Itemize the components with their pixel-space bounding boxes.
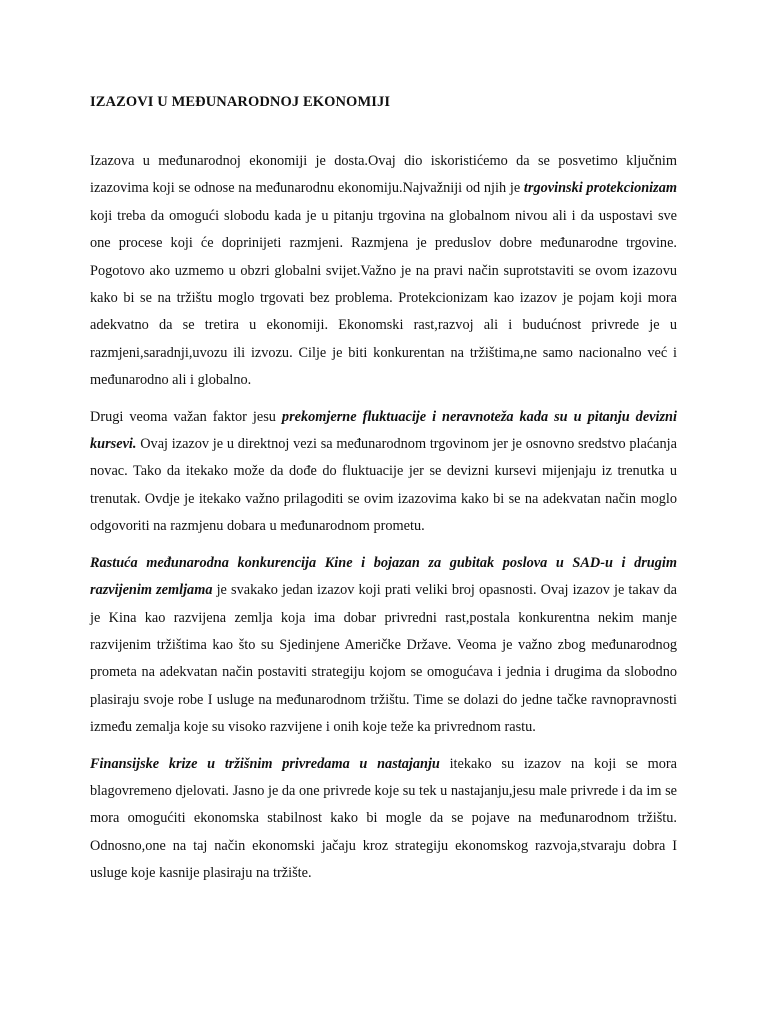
paragraph-text: Ovaj izazov je u direktnoj vezi sa međunarodnom trgovinom jer je osnovno sredstvo plaćanja novac. Tako da itekako može da dođe do fluktuacije jer se devizni kursevi mijenjaju iz trenutka u trenutak. Ovdje je itekako važno prilagoditi se ovim izazovima kako bi se na adekvatan način moglo odgovoriti na razmjenu dobara u međunarodnom prometu. xyxy=(90,436,677,535)
document-page xyxy=(90,92,677,888)
paragraph-text: Drugi veoma važan faktor jesu xyxy=(90,408,282,425)
paragraph-text: Izazova u međunarodnoj ekonomiji je dosta.Ovaj dio iskoristićemo da se posvetimo ključnim izazovima koji se odnose na međunarodnu ekonomiju.Najvažniji od njih je xyxy=(90,153,677,197)
emphasized-term: trgovinski protekcionizam xyxy=(523,180,677,197)
emphasized-term: Finansijske krize u tržišnim privredama u nastajanju xyxy=(90,755,440,772)
paragraph-exchange-rates xyxy=(90,404,677,541)
paragraph-text: je svakako jedan izazov koji prati veliki broj opasnosti. Ovaj izazov je takav da je Kina kao razvijena zemlja koja ima dobar privredni rast,postala konkurentna nekim manje razvijenim tržištima kao što su Sjedinjene Američke Države. Veoma je važno zbog međunarodnog prometa na adekvatan način postaviti strategiju kojom se omogućava i jednia i drugima da slobodno plasiraju svoje robe I usluge na međunarodnom tržištu. Time se dolazi do jedne tačke ravnopravnosti između zemalja koje su visoko razvijene i onih koje teže ka privrednom rastu. xyxy=(90,582,677,736)
emphasized-term: Rastuća međunarodna konkurencija Kine i bojazan za gubitak poslova u SAD-u i drugim razvijenim zemljama xyxy=(90,554,677,599)
paragraph-financial-crises xyxy=(90,751,677,888)
emphasized-term: prekomjerne fluktuacije i neravnoteža kada su u pitanju devizni kursevi. xyxy=(90,408,677,453)
paragraph-china-competition xyxy=(90,550,677,742)
document-title: IZAZOVI U MEĐUNARODNOJ EKONOMIJI xyxy=(90,94,391,110)
paragraph-protectionism xyxy=(90,148,677,395)
paragraph-text: itekako su izazov na koji se mora blagovremeno djelovati. Jasno je da one privrede koje su tek u nastajanju,jesu male privrede i da im se mora omogućiti ekonomska stabilnost kako bi mogle da se pojave na međunarodnom tržištu. Odnosno,one na taj način ekonomski jačaju kroz strategiju ekonomskog razvoja,stvaraju dobra I usluge koje kasnije plasiraju na tržište. xyxy=(90,755,677,882)
paragraph-text: koji treba da omogući slobodu kada je u pitanju trgovina na globalnom nivou ali i da uspostavi sve one procese koji će doprinijeti razmjeni. Razmjena je preduslov dobre međunarodne trgovine. Pogotovo ako uzmemo u obzri globalni svijet.Važno je na pravi način suprotstaviti se ovom izazovu kako bi se na tržištu moglo trgovati bez problema. Protekcionizam kao izazov je pojam koji mora adekvatno da se tretira u ekonomiji. Ekonomski rast,razvoj ali i budućnost privrede je u razmjeni,saradnji,uvozu ili izvozu. Cilje je biti konkurentan na tržištima,ne samo nacionalno već i međunarodno ali i globalno. xyxy=(90,207,677,389)
